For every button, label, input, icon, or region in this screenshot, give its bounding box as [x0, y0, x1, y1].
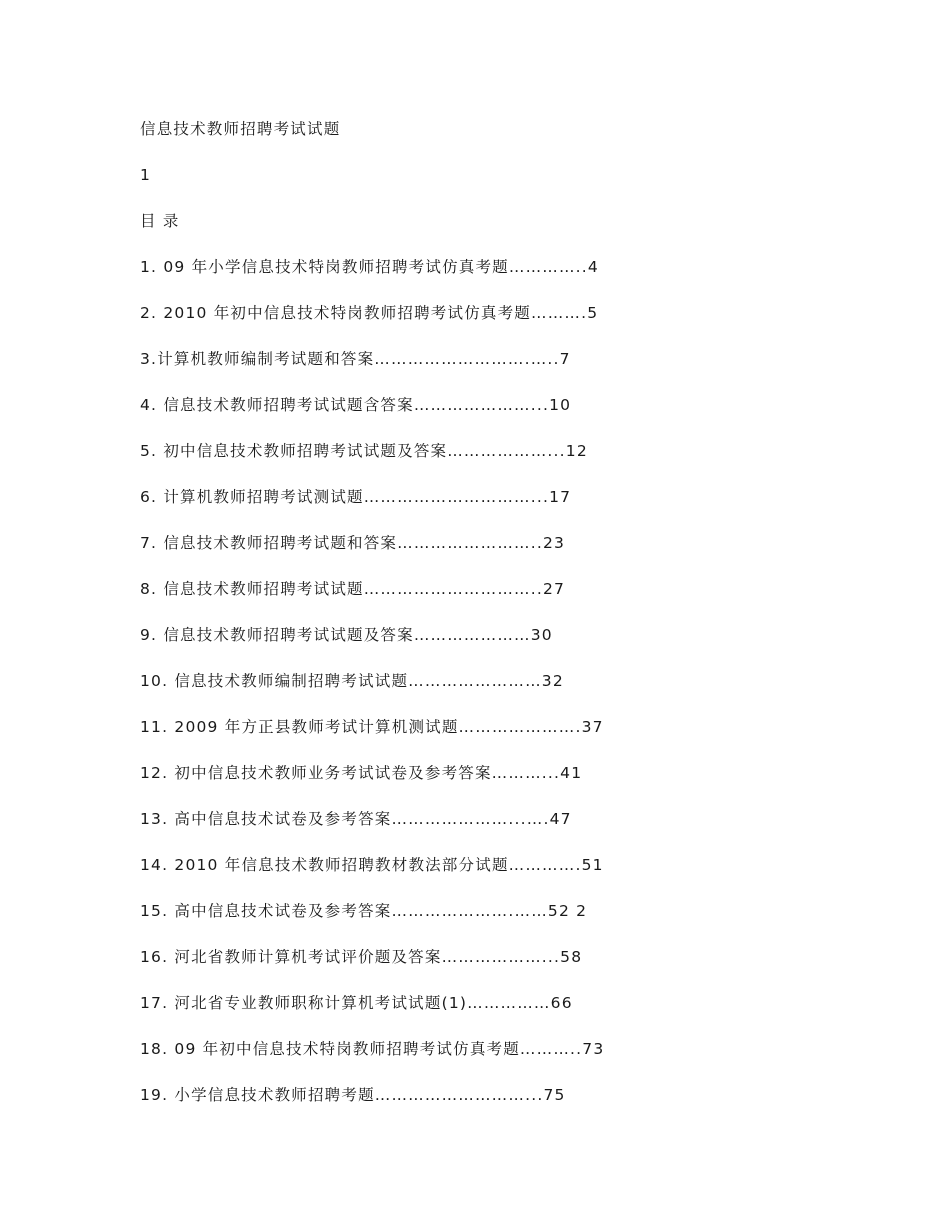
- toc-entry: 2. 2010 年初中信息技术特岗教师招聘考试仿真考题……….5: [140, 304, 599, 322]
- toc-entry: 10. 信息技术教师编制招聘考试试题……………………32: [140, 672, 564, 690]
- table-of-contents: [140, 256, 840, 1107]
- toc-entry: 18. 09 年初中信息技术特岗教师招聘考试仿真考题………..73: [140, 1040, 605, 1058]
- toc-heading: 目 录: [140, 212, 180, 230]
- toc-entry: 15. 高中信息技术试卷及参考答案………………….……52 2: [140, 902, 588, 920]
- toc-entry: 12. 初中信息技术教师业务考试试卷及参考答案………...41: [140, 764, 583, 782]
- page-number: 1: [140, 166, 152, 184]
- toc-entry: 14. 2010 年信息技术教师招聘教材教法部分试题………….51: [140, 856, 604, 874]
- toc-entry: 1. 09 年小学信息技术特岗教师招聘考试仿真考题…………..4: [140, 258, 599, 276]
- toc-entry: 9. 信息技术教师招聘考试试题及答案…………………30: [140, 626, 553, 644]
- toc-entry: 5. 初中信息技术教师招聘考试试题及答案………………...12: [140, 442, 588, 460]
- toc-entry: 11. 2009 年方正县教师考试计算机测试题………………….37: [140, 718, 604, 736]
- toc-entry: 7. 信息技术教师招聘考试题和答案……………………..23: [140, 534, 566, 552]
- toc-entry: 4. 信息技术教师招聘考试试题含答案…………………...10: [140, 396, 572, 414]
- toc-entry: 6. 计算机教师招聘考试测试题…………………………...17: [140, 488, 572, 506]
- toc-entry: 8. 信息技术教师招聘考试试题…………………………..27: [140, 580, 566, 598]
- toc-entry: 13. 高中信息技术试卷及参考答案…………………...….47: [140, 810, 572, 828]
- toc-entry: 16. 河北省教师计算机考试评价题及答案………………...58: [140, 948, 583, 966]
- document-content: [140, 118, 840, 1130]
- toc-entry: 19. 小学信息技术教师招聘考题………………………...75: [140, 1086, 566, 1104]
- toc-entry: 3.计算机教师编制考试题和答案……………………….…..7: [140, 350, 571, 368]
- toc-entry: 17. 河北省专业教师职称计算机考试试题(1)……………66: [140, 994, 573, 1012]
- document-title: 信息技术教师招聘考试试题: [140, 120, 341, 138]
